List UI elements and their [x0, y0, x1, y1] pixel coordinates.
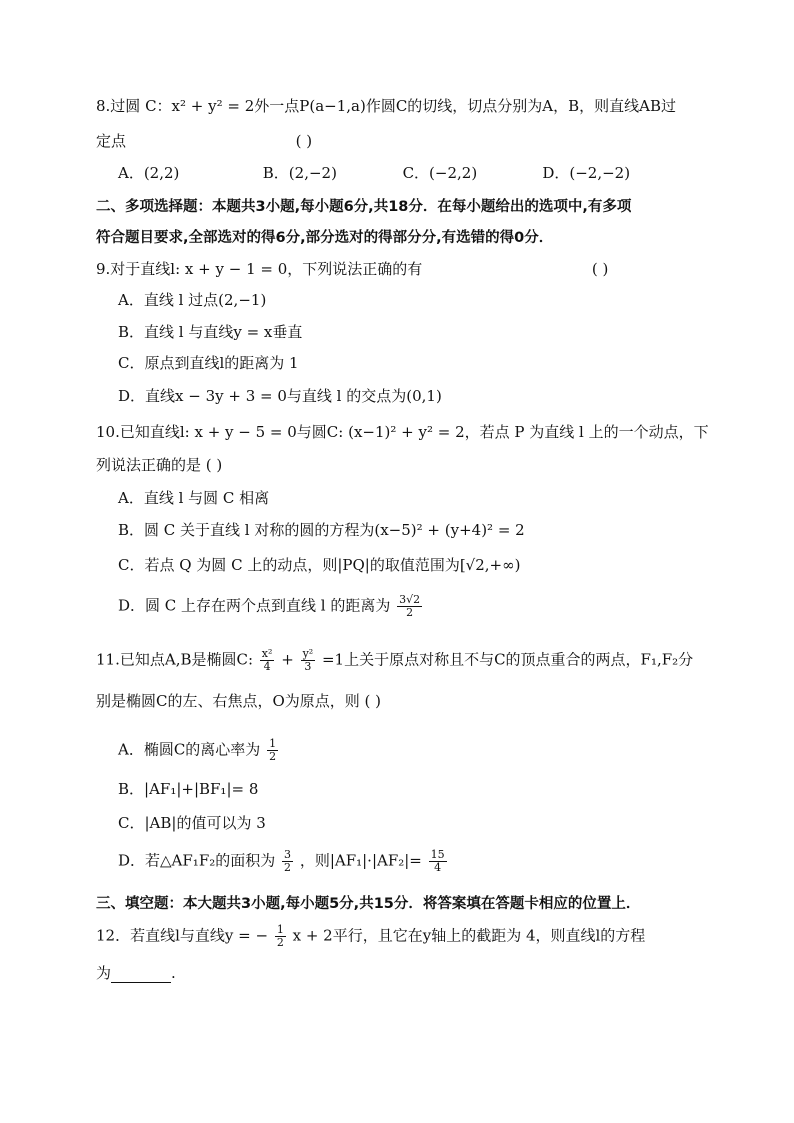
fraction-numerator: 1	[269, 737, 277, 750]
q12-stem-line2	[96, 963, 176, 983]
q11-option-a-fraction	[267, 738, 278, 763]
q10-option-d	[118, 594, 424, 619]
q12-stem-tail: 为	[96, 964, 112, 982]
fraction-numerator: 15	[430, 848, 445, 861]
q11-ellipse-frac-x	[260, 648, 275, 673]
fraction-denominator: 2	[406, 606, 414, 619]
fraction-denominator: 2	[269, 750, 277, 763]
section3-heading: 三、填空题：本大题共3小题,每小题5分,共15分．将答案填在答题卡相应的位置上．	[96, 896, 641, 912]
q11-option-a	[118, 738, 280, 763]
q11-stem-part-b: =1上关于原点对称且不与C的顶点重合的两点，F₁,F₂分	[321, 650, 694, 669]
q11-ellipse-frac-y	[301, 648, 316, 673]
q9-option-c: C．原点到直线l的距离为 1	[118, 354, 299, 372]
q11-option-d-fraction-product	[429, 849, 447, 874]
q11-option-b: B．|AF₁|+|BF₁|= 8	[118, 780, 259, 798]
q11-stem-line1	[96, 648, 693, 673]
fraction-denominator: 2	[276, 936, 284, 949]
fraction-numerator: 3	[284, 848, 292, 861]
q11-option-d-text-b: ，则|AF₁|·|AF₂|=	[299, 851, 422, 870]
q11-option-d	[118, 849, 449, 874]
q8-option-c: C．(−2,2)	[402, 164, 478, 182]
q10-option-b: B．圆 C 关于直线 l 对称的圆的方程为(x−5)² + (y+4)² = 2	[118, 521, 525, 539]
q8-option-b: B．(2,−2)	[262, 164, 337, 182]
q11-plus-sign: +	[281, 650, 294, 669]
q10-option-d-fraction	[397, 594, 422, 619]
q10-option-d-text: D．圆 C 上存在两个点到直线 l 的距离为	[118, 596, 391, 615]
q12-answer-blank[interactable]	[111, 968, 171, 983]
section2-heading-line1: 二、多项选择题：本题共3小题,每小题6分,共18分．在每小题给出的选项中,有多项	[96, 199, 632, 215]
q10-stem-line2: 列说法正确的是 ( )	[96, 456, 223, 474]
q9-stem	[96, 259, 608, 279]
q11-option-a-text: A．椭圆C的离心率为	[118, 740, 261, 759]
q8-options	[118, 163, 630, 183]
q8-answer-bracket: ( )	[295, 132, 313, 150]
fraction-denominator: 3	[304, 660, 312, 673]
fraction-denominator: 4	[434, 861, 442, 874]
fraction-numerator: 1	[276, 923, 284, 936]
q11-option-d-fraction-area	[282, 849, 293, 874]
q11-option-d-text-a: D．若△AF₁F₂的面积为	[118, 851, 276, 870]
q9-stem-text: 9.对于直线l: x + y − 1 = 0，下列说法正确的有	[96, 260, 423, 278]
section2-heading-line2: 符合题目要求,全部选对的得6分,部分选对的得部分分,有选错的得0分．	[96, 230, 554, 246]
q12-stem-line1	[96, 924, 645, 949]
fraction-denominator: 2	[284, 861, 292, 874]
q10-option-c: C．若点 Q 为圆 C 上的动点，则|PQ|的取值范围为[√2,+∞)	[118, 556, 521, 574]
fraction-numerator: 3√2	[399, 593, 421, 606]
q12-period: .	[171, 964, 176, 982]
q12-stem-part-a: 12．若直线l与直线y = −	[96, 926, 269, 945]
q10-stem-line1: 10.已知直线l: x + y − 5 = 0与圆C: (x−1)² + y² = 2，若点 P 为直线 l 上的一个动点，下	[96, 423, 709, 441]
q9-option-a: A．直线 l 过点(2,−1)	[118, 291, 267, 309]
q9-option-b: B．直线 l 与直线y = x垂直	[118, 323, 303, 341]
fraction-numerator: y²	[302, 647, 314, 660]
q9-answer-bracket: ( )	[591, 260, 609, 278]
q11-stem-part-a: 11.已知点A,B是椭圆C:	[96, 650, 254, 669]
q11-stem-line2: 别是椭圆C的左、右焦点，O为原点，则 ( )	[96, 692, 382, 710]
q8-option-a: A．(2,2)	[118, 164, 180, 182]
q8-stem-line1: 8.过圆 C：x² + y² = 2外一点P(a−1,a)作圆C的切线，切点分别为A，B，则直线AB过	[96, 97, 677, 115]
q10-option-a: A．直线 l 与圆 C 相离	[118, 489, 270, 507]
fraction-numerator: x²	[261, 647, 273, 660]
q8-option-d: D．(−2,−2)	[542, 164, 631, 182]
q9-option-d: D．直线x − 3y + 3 = 0与直线 l 的交点为(0,1)	[118, 387, 442, 405]
q11-option-c: C．|AB|的值可以为 3	[118, 814, 266, 832]
fraction-denominator: 4	[263, 660, 271, 673]
q8-stem-tail: 定点	[96, 132, 127, 150]
q12-slope-fraction	[275, 924, 286, 949]
q8-stem-line2	[96, 131, 312, 151]
q12-stem-part-b: x + 2平行，且它在y轴上的截距为 4，则直线l的方程	[292, 926, 646, 945]
